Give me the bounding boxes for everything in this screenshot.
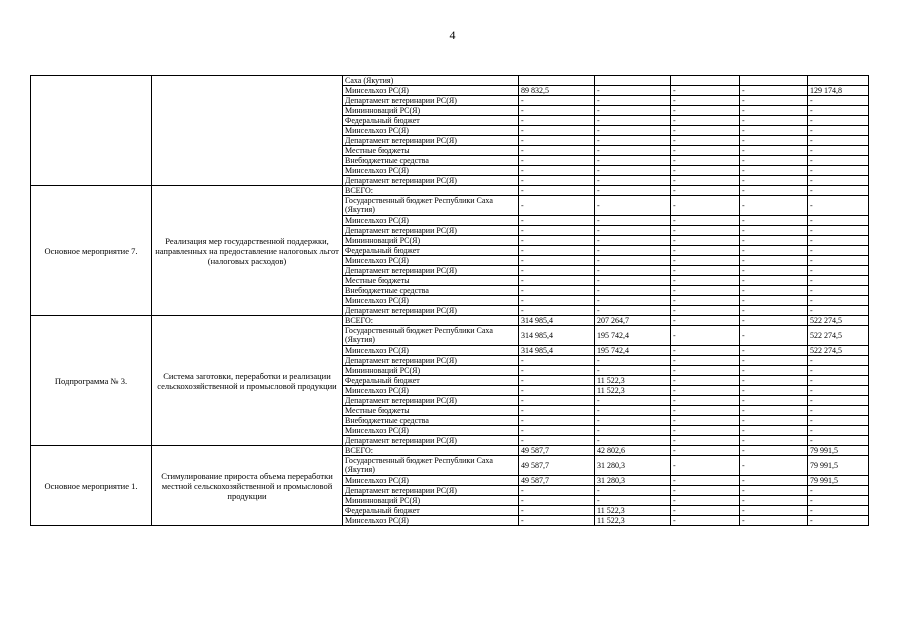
amount-cell: 49 587,7 (519, 446, 595, 456)
amount-cell: - (595, 96, 671, 106)
amount-cell: - (740, 406, 808, 416)
funding-source: Минсельхоз РС(Я) (343, 126, 519, 136)
amount-cell: - (740, 106, 808, 116)
amount-cell: - (740, 346, 808, 356)
amount-cell: - (519, 486, 595, 496)
amount-cell: - (740, 496, 808, 506)
funding-source: Мининноваций РС(Я) (343, 106, 519, 116)
funding-table (30, 75, 869, 526)
amount-cell: - (671, 376, 740, 386)
amount-cell: 129 174,8 (808, 86, 869, 96)
amount-cell: - (808, 246, 869, 256)
amount-cell: - (671, 96, 740, 106)
amount-cell: - (519, 246, 595, 256)
amount-cell (808, 76, 869, 86)
section-title: Основное мероприятие 7. (31, 186, 152, 316)
amount-cell: - (671, 436, 740, 446)
amount-cell: - (808, 486, 869, 496)
amount-cell: - (808, 156, 869, 166)
amount-cell: - (740, 126, 808, 136)
amount-cell: - (595, 116, 671, 126)
funding-source: Саха (Якутия) (343, 76, 519, 86)
amount-cell: - (808, 376, 869, 386)
amount-cell: 11 522,3 (595, 506, 671, 516)
amount-cell: - (595, 216, 671, 226)
funding-source: Минсельхоз РС(Я) (343, 86, 519, 96)
amount-cell: - (740, 96, 808, 106)
amount-cell: - (808, 276, 869, 286)
amount-cell: - (671, 486, 740, 496)
amount-cell: - (740, 226, 808, 236)
amount-cell: 195 742,4 (595, 326, 671, 346)
amount-cell: - (595, 436, 671, 446)
amount-cell: - (808, 236, 869, 246)
amount-cell: - (595, 106, 671, 116)
amount-cell: - (740, 306, 808, 316)
amount-cell: - (519, 506, 595, 516)
amount-cell: - (808, 116, 869, 126)
amount-cell: 522 274,5 (808, 346, 869, 356)
funding-source: Департамент ветеринарии РС(Я) (343, 266, 519, 276)
amount-cell: 11 522,3 (595, 386, 671, 396)
amount-cell: - (671, 286, 740, 296)
amount-cell: - (671, 246, 740, 256)
amount-cell: - (595, 496, 671, 506)
amount-cell: - (740, 136, 808, 146)
amount-cell: - (671, 426, 740, 436)
amount-cell: 522 274,5 (808, 326, 869, 346)
amount-cell: - (808, 166, 869, 176)
funding-source: Местные бюджеты (343, 276, 519, 286)
amount-cell: - (740, 416, 808, 426)
funding-source: Федеральный бюджет (343, 506, 519, 516)
funding-source: Минсельхоз РС(Я) (343, 426, 519, 436)
amount-cell: - (595, 146, 671, 156)
amount-cell: - (740, 216, 808, 226)
amount-cell: - (595, 486, 671, 496)
amount-cell: - (671, 116, 740, 126)
amount-cell: - (740, 326, 808, 346)
amount-cell: - (519, 176, 595, 186)
amount-cell: 79 991,5 (808, 476, 869, 486)
amount-cell: - (519, 96, 595, 106)
amount-cell: 49 587,7 (519, 456, 595, 476)
amount-cell: - (519, 436, 595, 446)
amount-cell: - (808, 176, 869, 186)
amount-cell (740, 76, 808, 86)
section-title: Подпрограмма № 3. (31, 316, 152, 446)
amount-cell: - (740, 316, 808, 326)
amount-cell: - (519, 156, 595, 166)
amount-cell: - (808, 366, 869, 376)
amount-cell: - (595, 236, 671, 246)
funding-source: Государственный бюджет Республики Саха (Якутия) (343, 326, 519, 346)
amount-cell: - (519, 416, 595, 426)
amount-cell: - (808, 436, 869, 446)
table-row (31, 446, 869, 456)
amount-cell: - (740, 356, 808, 366)
amount-cell: 49 587,7 (519, 476, 595, 486)
amount-cell: - (808, 416, 869, 426)
amount-cell: - (519, 166, 595, 176)
funding-source: Внебюджетные средства (343, 416, 519, 426)
amount-cell: - (740, 236, 808, 246)
amount-cell: - (595, 86, 671, 96)
section-description: Система заготовки, переработки и реализации сельскохозяйственной и промысловой продукции (152, 316, 343, 446)
amount-cell: - (519, 296, 595, 306)
amount-cell: - (671, 136, 740, 146)
amount-cell: - (808, 136, 869, 146)
amount-cell: - (519, 266, 595, 276)
amount-cell: - (740, 86, 808, 96)
amount-cell: - (519, 366, 595, 376)
amount-cell: - (595, 426, 671, 436)
amount-cell: - (671, 446, 740, 456)
funding-source: Государственный бюджет Республики Саха (Якутия) (343, 196, 519, 216)
amount-cell: - (519, 146, 595, 156)
funding-source: Минсельхоз РС(Я) (343, 256, 519, 266)
amount-cell: - (808, 256, 869, 266)
funding-source: ВСЕГО: (343, 186, 519, 196)
amount-cell: 314 985,4 (519, 326, 595, 346)
amount-cell: - (671, 226, 740, 236)
amount-cell: 11 522,3 (595, 516, 671, 526)
amount-cell: - (519, 306, 595, 316)
amount-cell: - (808, 186, 869, 196)
amount-cell: - (740, 366, 808, 376)
funding-source: Минсельхоз РС(Я) (343, 386, 519, 396)
amount-cell: - (808, 146, 869, 156)
amount-cell: - (671, 166, 740, 176)
amount-cell: - (808, 386, 869, 396)
amount-cell: - (595, 196, 671, 216)
amount-cell: 79 991,5 (808, 456, 869, 476)
amount-cell: - (595, 306, 671, 316)
funding-source: Мининноваций РС(Я) (343, 496, 519, 506)
amount-cell: - (740, 246, 808, 256)
amount-cell: - (671, 476, 740, 486)
amount-cell: - (595, 176, 671, 186)
amount-cell: - (671, 256, 740, 266)
amount-cell: - (740, 376, 808, 386)
amount-cell: - (671, 186, 740, 196)
amount-cell: - (519, 516, 595, 526)
amount-cell: - (519, 496, 595, 506)
funding-source: Департамент ветеринарии РС(Я) (343, 356, 519, 366)
amount-cell: - (740, 116, 808, 126)
amount-cell: - (808, 356, 869, 366)
amount-cell: - (740, 196, 808, 216)
funding-source: Местные бюджеты (343, 146, 519, 156)
amount-cell: - (519, 136, 595, 146)
amount-cell: - (519, 286, 595, 296)
amount-cell: - (519, 106, 595, 116)
funding-source: Департамент ветеринарии РС(Я) (343, 176, 519, 186)
funding-source: Минсельхоз РС(Я) (343, 476, 519, 486)
amount-cell: - (740, 436, 808, 446)
funding-source: Минсельхоз РС(Я) (343, 166, 519, 176)
amount-cell: - (740, 166, 808, 176)
funding-source: Мининноваций РС(Я) (343, 366, 519, 376)
funding-source: Департамент ветеринарии РС(Я) (343, 226, 519, 236)
section-title: Основное мероприятие 1. (31, 446, 152, 526)
amount-cell: - (671, 386, 740, 396)
amount-cell: - (671, 346, 740, 356)
amount-cell: - (808, 516, 869, 526)
amount-cell: - (671, 276, 740, 286)
amount-cell: - (740, 446, 808, 456)
funding-source: Федеральный бюджет (343, 376, 519, 386)
amount-cell: - (519, 396, 595, 406)
amount-cell: - (595, 406, 671, 416)
funding-source: Внебюджетные средства (343, 156, 519, 166)
amount-cell: - (671, 146, 740, 156)
amount-cell: - (671, 516, 740, 526)
amount-cell: - (595, 136, 671, 146)
amount-cell: - (808, 286, 869, 296)
amount-cell: - (519, 376, 595, 386)
funding-source: Внебюджетные средства (343, 286, 519, 296)
amount-cell: - (740, 516, 808, 526)
funding-source: Департамент ветеринарии РС(Я) (343, 136, 519, 146)
amount-cell: - (671, 506, 740, 516)
amount-cell: - (808, 426, 869, 436)
amount-cell: - (808, 306, 869, 316)
amount-cell: - (671, 106, 740, 116)
amount-cell: - (671, 366, 740, 376)
amount-cell: - (519, 186, 595, 196)
table-row (31, 186, 869, 196)
table-row (31, 316, 869, 326)
amount-cell: 42 802,6 (595, 446, 671, 456)
funding-source: Департамент ветеринарии РС(Я) (343, 396, 519, 406)
amount-cell: - (595, 246, 671, 256)
amount-cell: - (808, 126, 869, 136)
amount-cell: - (519, 126, 595, 136)
amount-cell: - (671, 86, 740, 96)
amount-cell: 207 264,7 (595, 316, 671, 326)
amount-cell: - (808, 296, 869, 306)
amount-cell: - (740, 296, 808, 306)
amount-cell: 314 985,4 (519, 346, 595, 356)
amount-cell: - (519, 386, 595, 396)
amount-cell: - (740, 276, 808, 286)
amount-cell: - (740, 156, 808, 166)
amount-cell: 195 742,4 (595, 346, 671, 356)
section-description: Реализация мер государственной поддержки, направленных на предоставление налоговых льгот (налоговых расходов) (152, 186, 343, 316)
table-row (31, 76, 869, 86)
amount-cell: - (671, 406, 740, 416)
section-title (31, 76, 152, 186)
funding-source: Департамент ветеринарии РС(Я) (343, 306, 519, 316)
funding-source: Департамент ветеринарии РС(Я) (343, 486, 519, 496)
amount-cell: - (595, 276, 671, 286)
amount-cell (595, 76, 671, 86)
funding-source: Минсельхоз РС(Я) (343, 516, 519, 526)
amount-cell: - (808, 226, 869, 236)
funding-source: Местные бюджеты (343, 406, 519, 416)
section-description (152, 76, 343, 186)
amount-cell: - (740, 256, 808, 266)
funding-source: ВСЕГО: (343, 316, 519, 326)
funding-source: Минсельхоз РС(Я) (343, 346, 519, 356)
amount-cell: - (740, 186, 808, 196)
amount-cell: - (671, 396, 740, 406)
amount-cell: - (740, 476, 808, 486)
amount-cell: 11 522,3 (595, 376, 671, 386)
amount-cell: - (671, 236, 740, 246)
amount-cell: - (740, 396, 808, 406)
amount-cell: - (671, 326, 740, 346)
page-number: 4 (449, 28, 456, 42)
amount-cell: - (740, 386, 808, 396)
amount-cell: 89 832,5 (519, 86, 595, 96)
amount-cell: - (519, 256, 595, 266)
amount-cell: 314 985,4 (519, 316, 595, 326)
amount-cell: - (671, 356, 740, 366)
amount-cell: - (595, 416, 671, 426)
amount-cell: - (808, 106, 869, 116)
amount-cell: - (671, 266, 740, 276)
amount-cell: - (808, 196, 869, 216)
amount-cell: - (519, 116, 595, 126)
amount-cell: - (519, 226, 595, 236)
amount-cell: - (519, 426, 595, 436)
amount-cell: - (519, 236, 595, 246)
amount-cell: - (595, 266, 671, 276)
amount-cell: - (519, 276, 595, 286)
amount-cell: - (671, 196, 740, 216)
amount-cell: - (519, 216, 595, 226)
amount-cell: - (595, 156, 671, 166)
amount-cell (671, 76, 740, 86)
amount-cell: - (808, 406, 869, 416)
amount-cell: - (595, 256, 671, 266)
amount-cell: - (519, 196, 595, 216)
amount-cell: - (671, 456, 740, 476)
amount-cell: - (740, 146, 808, 156)
amount-cell: - (740, 266, 808, 276)
amount-cell: 522 274,5 (808, 316, 869, 326)
amount-cell: - (595, 226, 671, 236)
amount-cell (519, 76, 595, 86)
funding-source: Минсельхоз РС(Я) (343, 216, 519, 226)
amount-cell: - (740, 176, 808, 186)
amount-cell: - (808, 266, 869, 276)
amount-cell: - (595, 286, 671, 296)
amount-cell: - (740, 456, 808, 476)
funding-source: Департамент ветеринарии РС(Я) (343, 96, 519, 106)
funding-source: Минсельхоз РС(Я) (343, 296, 519, 306)
amount-cell: - (808, 496, 869, 506)
amount-cell: - (740, 286, 808, 296)
funding-source: Федеральный бюджет (343, 116, 519, 126)
amount-cell: - (671, 126, 740, 136)
funding-source: Департамент ветеринарии РС(Я) (343, 436, 519, 446)
amount-cell: - (595, 126, 671, 136)
amount-cell: - (519, 406, 595, 416)
amount-cell: - (595, 366, 671, 376)
amount-cell: - (808, 396, 869, 406)
amount-cell: - (740, 486, 808, 496)
amount-cell: - (519, 356, 595, 366)
section-description: Стимулирование прироста объема переработки местной сельскохозяйственной и промысловой продукции (152, 446, 343, 526)
amount-cell: - (671, 496, 740, 506)
amount-cell: - (671, 156, 740, 166)
amount-cell: - (740, 426, 808, 436)
amount-cell: - (671, 316, 740, 326)
amount-cell: - (671, 416, 740, 426)
amount-cell: - (671, 216, 740, 226)
amount-cell: 31 280,3 (595, 476, 671, 486)
amount-cell: - (595, 186, 671, 196)
funding-source: Мининноваций РС(Я) (343, 236, 519, 246)
amount-cell: - (671, 296, 740, 306)
funding-source: Федеральный бюджет (343, 246, 519, 256)
funding-source: ВСЕГО: (343, 446, 519, 456)
amount-cell: - (595, 296, 671, 306)
funding-source: Государственный бюджет Республики Саха (Якутия) (343, 456, 519, 476)
amount-cell: - (595, 166, 671, 176)
amount-cell: - (595, 396, 671, 406)
amount-cell: - (671, 306, 740, 316)
amount-cell: - (595, 356, 671, 366)
amount-cell: - (671, 176, 740, 186)
amount-cell: - (808, 506, 869, 516)
amount-cell: 79 991,5 (808, 446, 869, 456)
amount-cell: 31 280,3 (595, 456, 671, 476)
amount-cell: - (808, 216, 869, 226)
amount-cell: - (740, 506, 808, 516)
amount-cell: - (808, 96, 869, 106)
